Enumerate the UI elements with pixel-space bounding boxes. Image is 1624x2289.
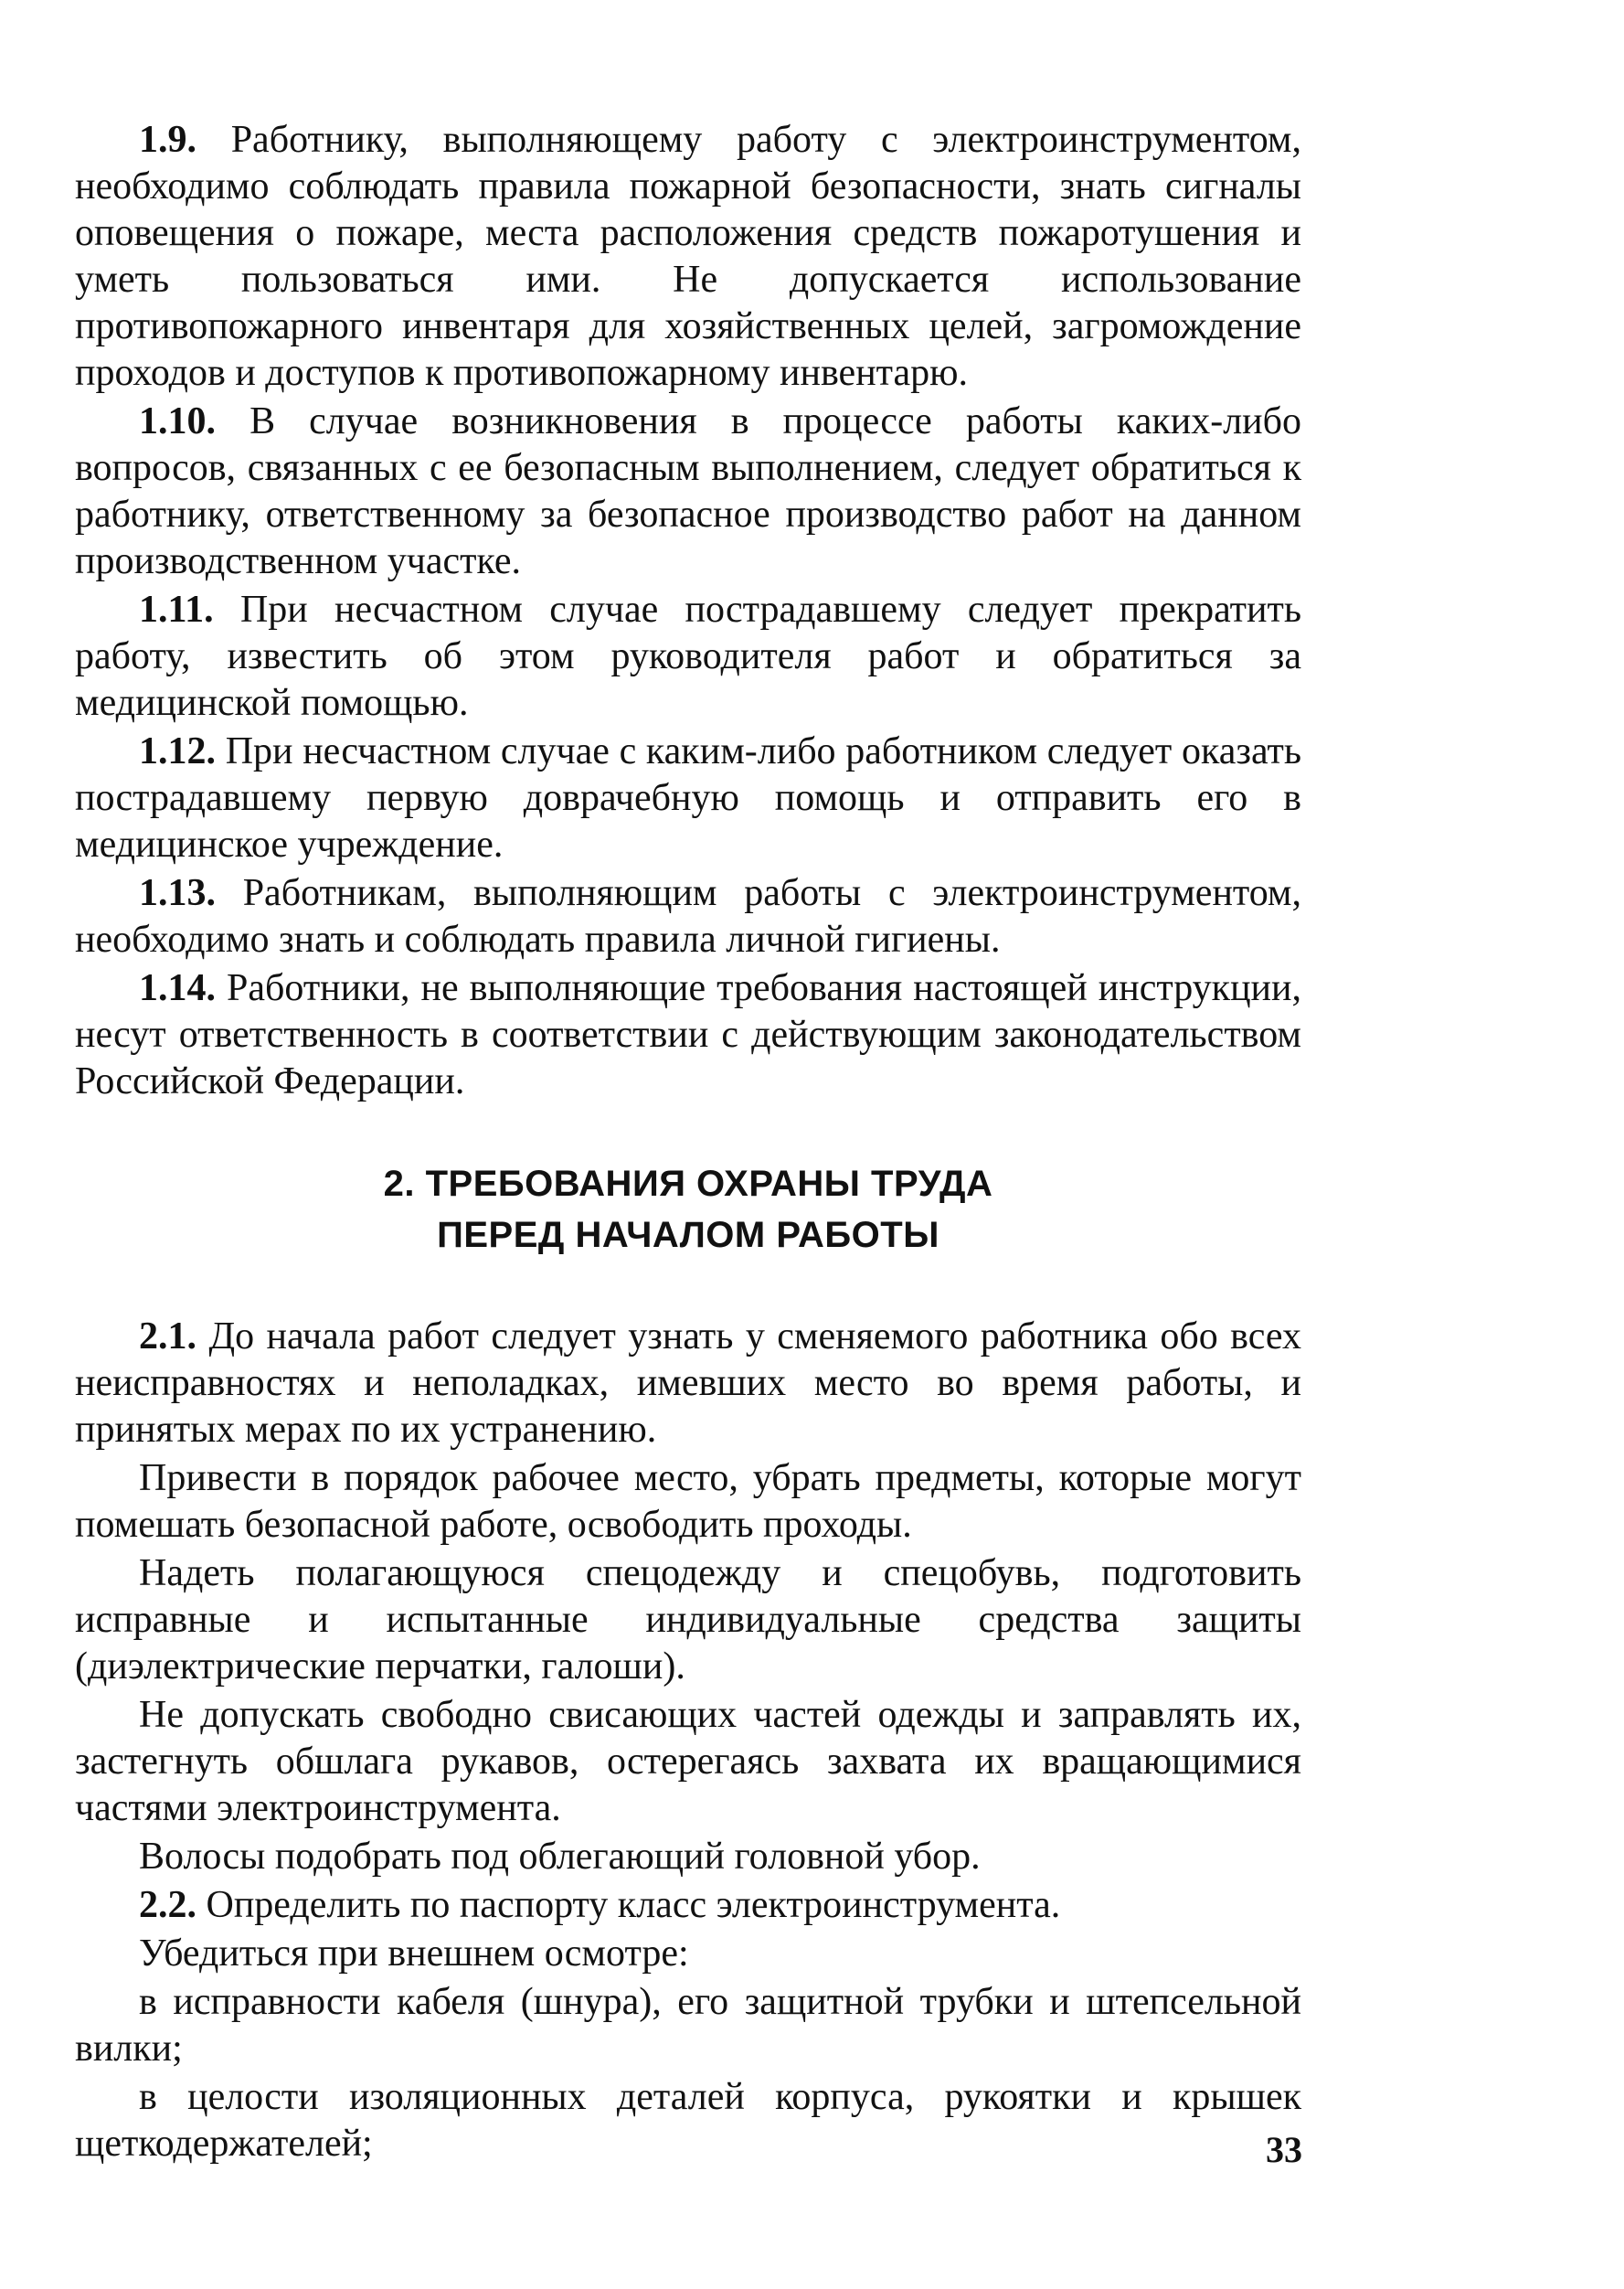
paragraph-clothing	[75, 1692, 1301, 1832]
paragraph-2-2	[75, 1882, 1301, 1929]
paragraph-text: Работникам, выполняющим работы с электроинструментом, необходимо знать и соблюдать правила личной гигиены.	[75, 872, 1302, 961]
paragraph-number: 1.10.	[139, 400, 216, 442]
paragraph-text: Работнику, выполняющему работу с электроинструментом, необходимо соблюдать правила пожарной безопасности, знать сигналы оповещения о пожаре, места расположения средств пожаротушения и уметь пользоваться ими. Не допускается использование противопожарного инвентаря для хозяйственных целей, загромождение проходов и доступов к противопожарному инвентарю.	[75, 119, 1302, 394]
paragraph-number: 2.2.	[139, 1884, 196, 1926]
paragraph-cable	[75, 1979, 1301, 2072]
paragraph-insulation	[75, 2074, 1301, 2167]
paragraph-number: 1.11.	[139, 589, 214, 631]
section-heading-line-2: ПЕРЕД НАЧАЛОМ РАБОТЫ	[437, 1215, 939, 1255]
paragraph-number: 1.13.	[139, 872, 216, 914]
paragraph-text: При несчастном случае с каким-либо работником следует оказать пострадавшему первую доврачебную помощь и отправить его в медицинское учреждение.	[75, 730, 1302, 866]
paragraph-text: в исправности кабеля (шнура), его защитной трубки и штепсельной вилки;	[75, 1981, 1301, 2070]
paragraph-1-12	[75, 729, 1301, 868]
paragraph-number: 1.9.	[139, 119, 196, 161]
paragraph-1-9	[75, 117, 1301, 397]
paragraph-text: Убедиться при внешнем осмотре:	[139, 1932, 689, 1975]
paragraph-protective-gear	[75, 1550, 1301, 1690]
paragraph-text: Волосы подобрать под облегающий головной убор.	[139, 1836, 981, 1878]
paragraph-text: Работники, не выполняющие требования настоящей инструкции, несут ответственность в соответствии с действующим законодательством Российской Федерации.	[75, 967, 1301, 1102]
paragraph-text: Привести в порядок рабочее место, убрать предметы, которые могут помешать безопасной работе, освободить проходы.	[75, 1457, 1301, 1546]
paragraph-text: в целости изоляционных деталей корпуса, рукоятки и крышек щеткодержателей;	[75, 2076, 1301, 2165]
paragraph-number: 1.12.	[139, 730, 216, 772]
page-number: 33	[1266, 2129, 1302, 2170]
paragraph-1-13	[75, 870, 1301, 964]
page-content	[75, 117, 1301, 2169]
paragraph-number: 2.1.	[139, 1315, 196, 1357]
paragraph-1-14	[75, 965, 1301, 1105]
paragraph-2-1	[75, 1314, 1301, 1453]
paragraph-1-10	[75, 399, 1301, 585]
paragraph-text: До начала работ следует узнать у сменяемого работника обо всех неисправностях и неполадках, имевших место во время работы, и принятых мерах по их устранению.	[75, 1315, 1301, 1451]
paragraph-text: Определить по паспорту класс электроинструмента.	[206, 1884, 1061, 1926]
paragraph-text: В случае возникновения в процессе работы каких-либо вопросов, связанных с ее безопасным выполнением, следует обратиться к работнику, ответственному за безопасное производство работ на данном производственном участке.	[75, 400, 1302, 582]
paragraph-1-11	[75, 587, 1301, 727]
paragraph-number: 1.14.	[139, 967, 216, 1009]
section-heading-line-1: 2. ТРЕБОВАНИЯ ОХРАНЫ ТРУДА	[383, 1164, 993, 1204]
paragraph-text: Надеть полагающуюся спецодежду и спецобувь, подготовить исправные и испытанные индивидуальные средства защиты (диэлектрические перчатки, галоши).	[75, 1552, 1301, 1687]
paragraph-hair	[75, 1834, 1301, 1880]
paragraph-inspection	[75, 1931, 1301, 1977]
paragraph-text: Не допускать свободно свисающих частей одежды и заправлять их, застегнуть обшлага рукавов, остерегаясь захвата их вращающимися частями электроинструмента.	[75, 1694, 1301, 1829]
section-heading	[75, 1158, 1301, 1261]
paragraph-workplace	[75, 1455, 1301, 1549]
paragraph-text: При несчастном случае пострадавшему следует прекратить работу, известить об этом руководителя работ и обратиться за медицинской помощью.	[75, 589, 1302, 724]
